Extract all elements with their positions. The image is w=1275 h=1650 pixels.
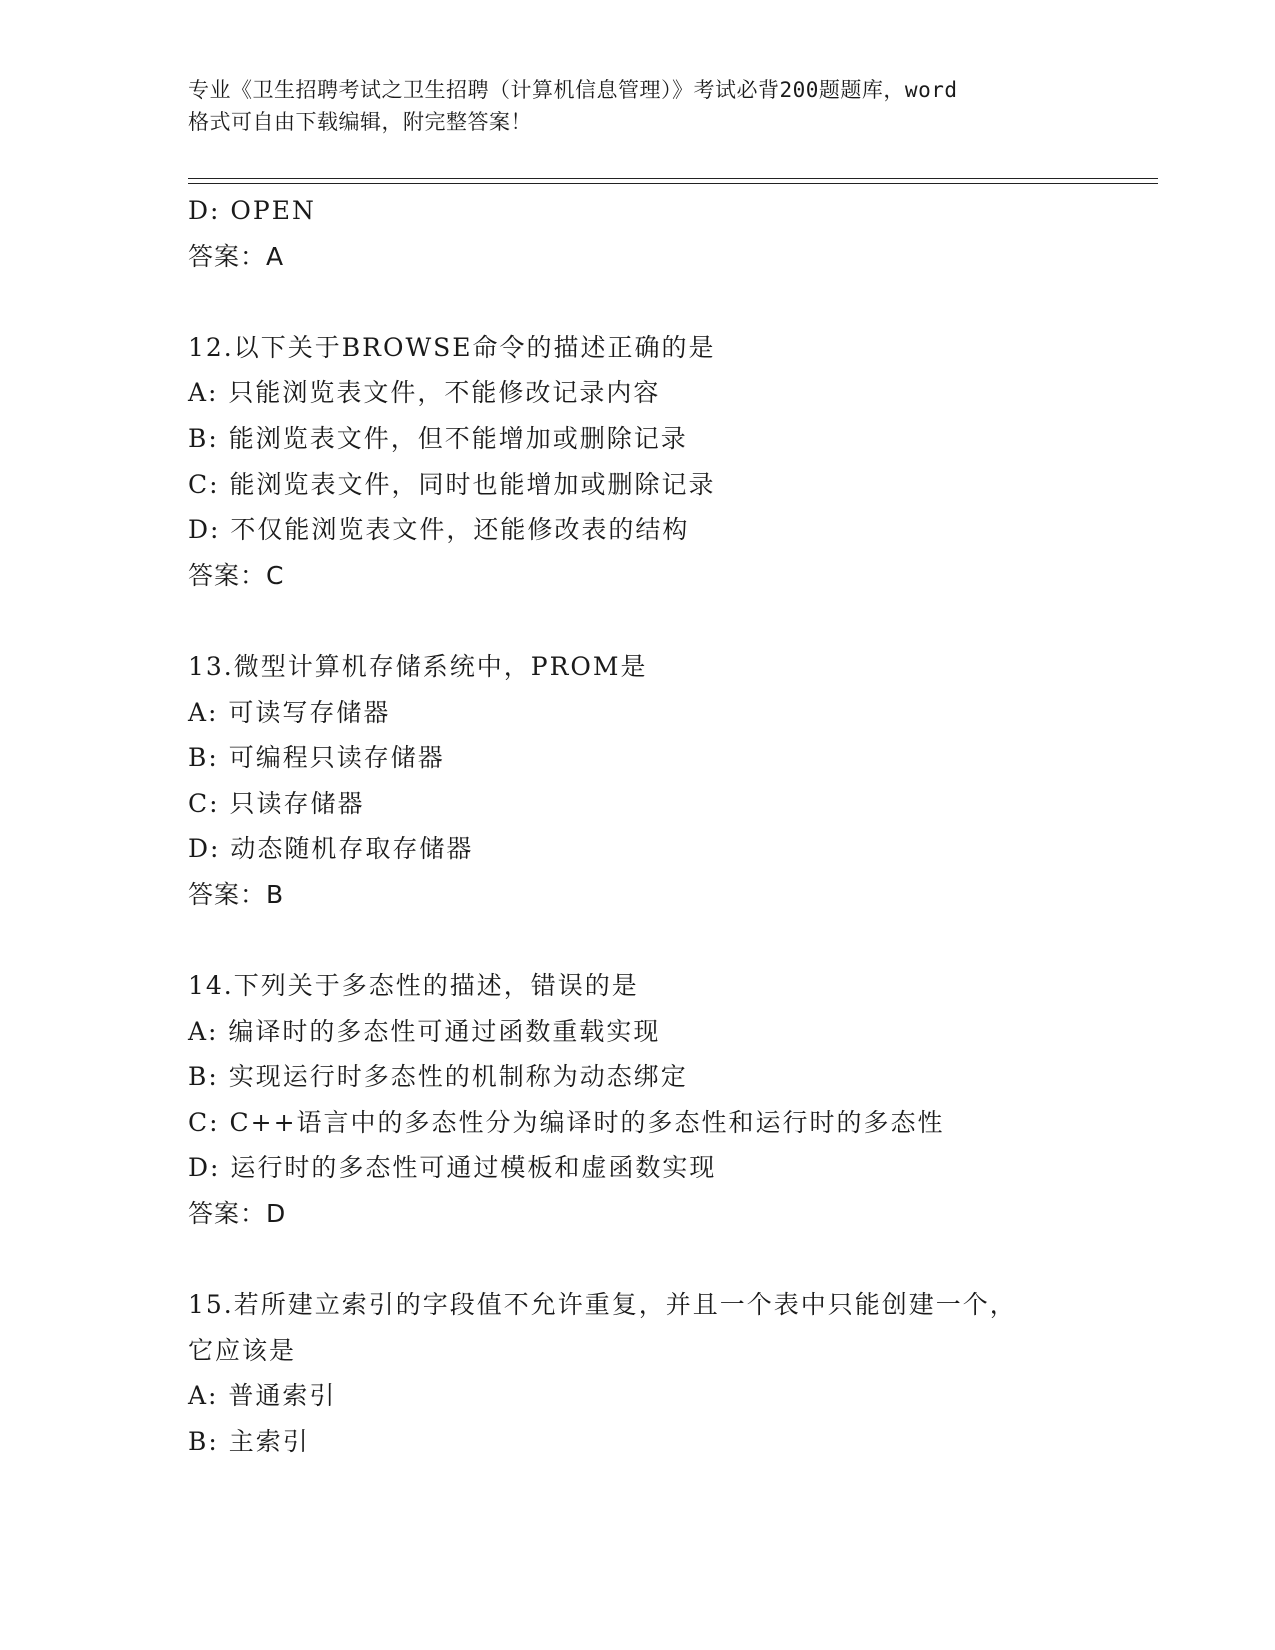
answer: 答案：C	[188, 560, 285, 590]
spacer	[188, 598, 1148, 644]
header-line-2: 格式可自由下载编辑，附完整答案！	[188, 110, 532, 134]
option-d: D: 不仅能浏览表文件，还能修改表的结构	[188, 515, 690, 545]
question-stem-continued: 它应该是	[188, 1335, 297, 1365]
spacer	[188, 279, 1148, 325]
spacer	[188, 918, 1148, 964]
option-b: B: 主索引	[188, 1427, 310, 1457]
answer: 答案：A	[188, 241, 285, 271]
option-c: C: 只读存储器	[188, 788, 365, 818]
question-12	[188, 325, 1148, 599]
document-header	[188, 74, 1088, 138]
option-d: D: 运行时的多态性可通过模板和虚函数实现	[188, 1153, 717, 1183]
question-stem: 15.若所建立索引的字段值不允许重复，并且一个表中只能创建一个，	[188, 1290, 1017, 1320]
option-b: B: 能浏览表文件，但不能增加或删除记录	[188, 423, 688, 453]
option-b: B: 可编程只读存储器	[188, 743, 445, 773]
question-stem: 13.微型计算机存储系统中，PROM是	[188, 651, 648, 681]
header-divider	[188, 178, 1158, 184]
option-a: A: 只能浏览表文件，不能修改记录内容	[188, 378, 661, 408]
question-13	[188, 644, 1148, 918]
option-d: D: 动态随机存取存储器	[188, 834, 474, 864]
option-c: C: 能浏览表文件，同时也能增加或删除记录	[188, 469, 716, 499]
spacer	[188, 1237, 1148, 1283]
question-list	[188, 188, 1148, 1465]
option-b: B: 实现运行时多态性的机制称为动态绑定	[188, 1062, 688, 1092]
question-stem: 12.以下关于BROWSE命令的描述正确的是	[188, 332, 716, 362]
option-a: A: 可读写存储器	[188, 697, 391, 727]
option-d: D: OPEN	[188, 196, 316, 225]
answer: 答案：D	[188, 1199, 287, 1229]
question-15	[188, 1282, 1148, 1464]
option-a: A: 编译时的多态性可通过函数重载实现	[188, 1016, 661, 1046]
header-line-1: 专业《卫生招聘考试之卫生招聘（计算机信息管理）》考试必背200题题库，word	[188, 78, 958, 102]
question-14	[188, 963, 1148, 1237]
answer: 答案：B	[188, 879, 285, 909]
question-stem: 14.下列关于多态性的描述，错误的是	[188, 971, 639, 1001]
option-c: C: C++语言中的多态性分为编译时的多态性和运行时的多态性	[188, 1107, 945, 1137]
option-a: A: 普通索引	[188, 1381, 337, 1411]
